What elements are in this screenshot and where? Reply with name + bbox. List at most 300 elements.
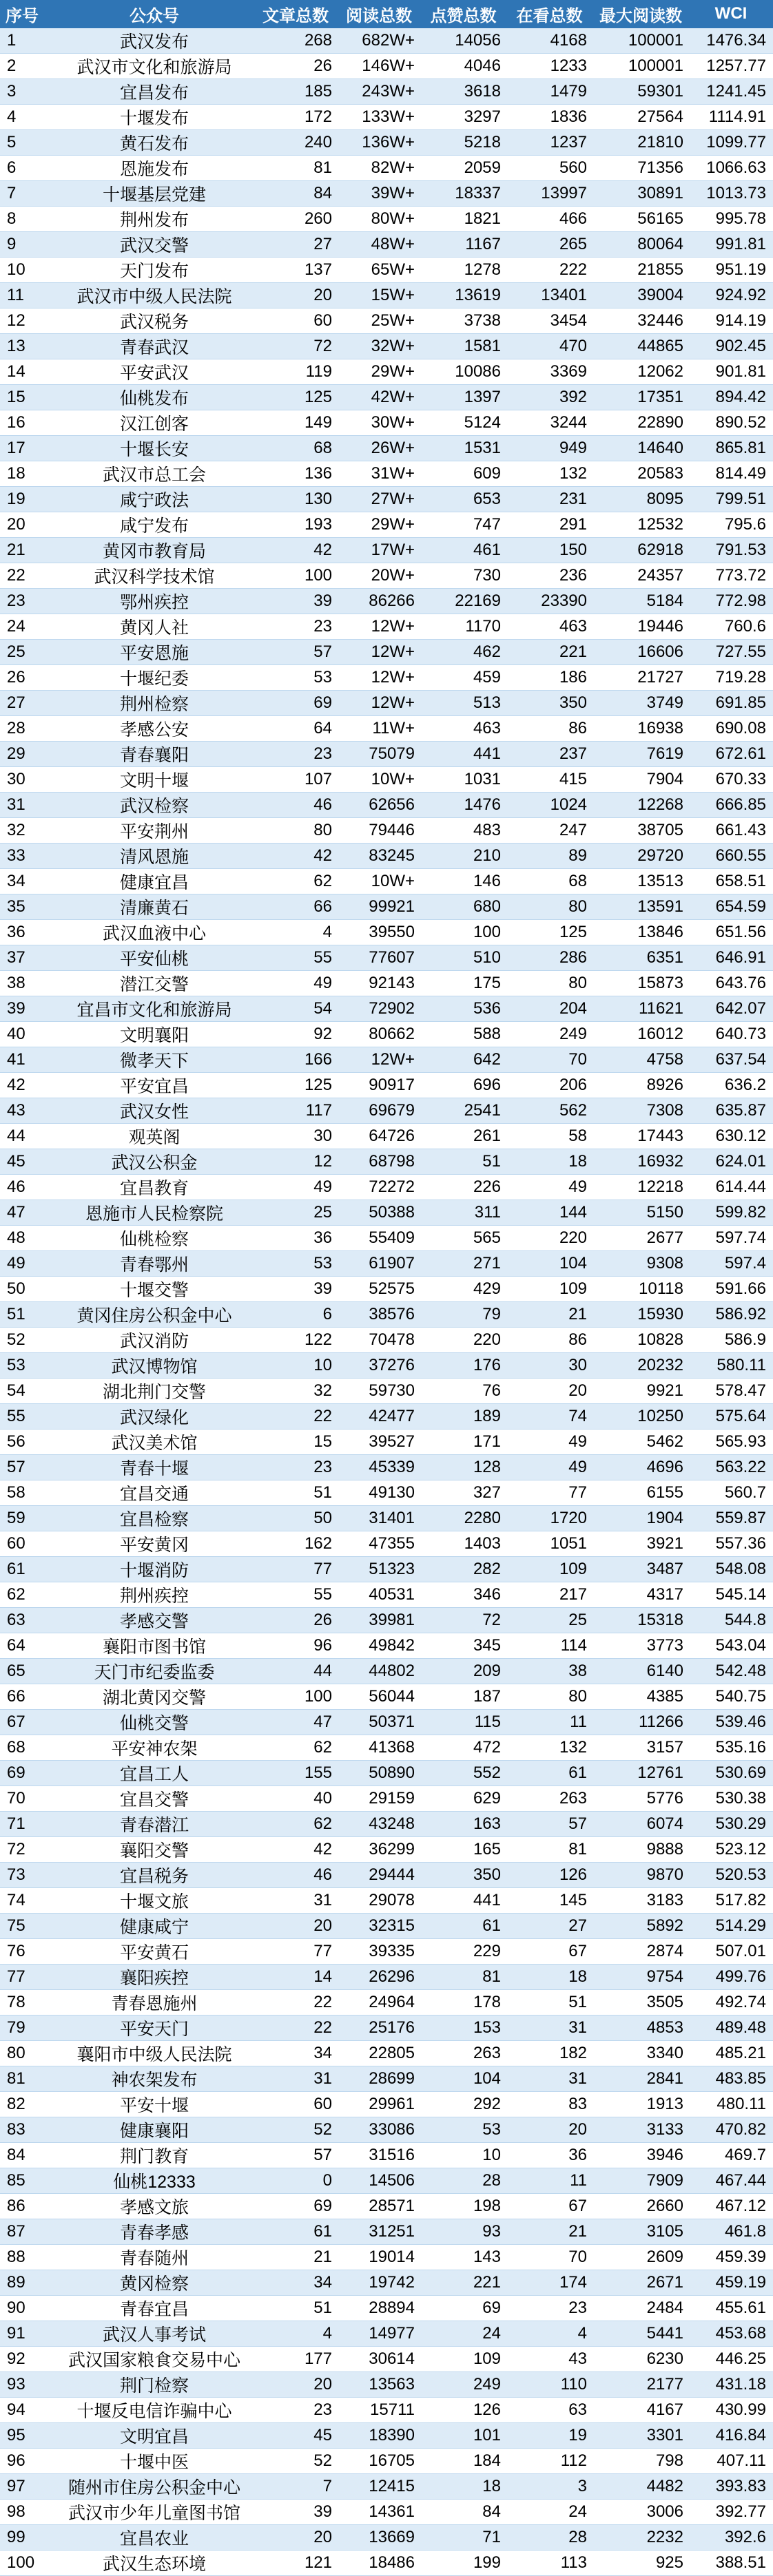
table-row: [0, 1939, 773, 1965]
cell-reads: 40531: [369, 1585, 415, 1604]
cell-wci: 459.39: [715, 2248, 766, 2266]
cell-likes: 199: [473, 2553, 501, 2572]
cell-wci: 530.38: [715, 1789, 766, 1808]
cell-rank: 36: [7, 923, 25, 941]
cell-articles: 26: [313, 56, 332, 75]
table-row: [0, 1124, 773, 1149]
cell-likes: 5124: [464, 413, 501, 432]
cell-watching: 58: [568, 1127, 587, 1145]
cell-reads: 12W+: [371, 693, 415, 712]
cell-reads: 45339: [369, 1458, 415, 1476]
cell-account: 十堰文旅: [119, 1892, 189, 1912]
cell-account: 武汉市总工会: [102, 465, 206, 485]
cell-watching: 113: [560, 2553, 587, 2572]
cell-reads: 55409: [369, 1228, 415, 1247]
cell-likes: 510: [473, 948, 501, 967]
table-row: [0, 1531, 773, 1557]
cell-watching: 150: [559, 541, 587, 559]
cell-likes: 220: [473, 1330, 501, 1349]
cell-watching: 247: [559, 821, 587, 839]
cell-articles: 23: [313, 2400, 332, 2419]
cell-max-reads: 2874: [646, 1942, 683, 1960]
cell-reads: 65W+: [371, 260, 415, 279]
cell-watching: 80: [568, 1687, 587, 1706]
cell-watching: 231: [559, 490, 587, 508]
cell-articles: 60: [313, 311, 332, 330]
cell-account: 青春十堰: [119, 1459, 189, 1478]
table-row: [0, 818, 773, 844]
cell-wci: 467.44: [715, 2171, 766, 2190]
cell-account: 黄冈检察: [119, 2274, 189, 2294]
cell-rank: 55: [7, 1407, 25, 1425]
cell-reads: 41368: [369, 1738, 415, 1757]
cell-wci: 894.42: [715, 388, 766, 406]
cell-rank: 25: [7, 642, 25, 661]
table-row: [0, 2500, 773, 2525]
cell-articles: 100: [304, 1687, 332, 1706]
cell-articles: 21: [313, 2248, 332, 2266]
cell-wci: 540.75: [715, 1687, 766, 1706]
cell-watching: 145: [559, 1891, 587, 1909]
cell-rank: 22: [7, 566, 25, 585]
cell-rank: 63: [7, 1611, 25, 1629]
cell-rank: 59: [7, 1509, 25, 1527]
cell-rank: 95: [7, 2426, 25, 2444]
cell-likes: 2059: [464, 158, 501, 177]
table-row: [0, 156, 773, 181]
cell-account: 天门发布: [119, 262, 189, 281]
cell-watching: 43: [568, 2349, 587, 2368]
cell-wci: 914.19: [715, 311, 766, 330]
cell-account: 武汉博物馆: [111, 1357, 198, 1376]
cell-account: 咸宁发布: [119, 516, 189, 536]
table-row: [0, 1175, 773, 1200]
cell-likes: 642: [473, 1050, 501, 1069]
cell-reads: 49842: [369, 1636, 415, 1655]
cell-rank: 20: [7, 515, 25, 534]
cell-reads: 44802: [369, 1662, 415, 1680]
cell-account: 观英阁: [128, 1128, 181, 1147]
cell-likes: 588: [473, 1025, 501, 1043]
cell-wci: 924.92: [715, 286, 766, 304]
col-header-wci: WCI: [714, 4, 748, 23]
cell-rank: 35: [7, 897, 25, 916]
table-row: [0, 1735, 773, 1761]
cell-rank: 69: [7, 1763, 25, 1782]
cell-account: 黄冈人社: [119, 618, 189, 638]
cell-reads: 29W+: [371, 362, 415, 381]
cell-account: 宜昌发布: [119, 83, 189, 103]
cell-articles: 69: [313, 2197, 332, 2215]
cell-articles: 46: [313, 795, 332, 814]
cell-max-reads: 15930: [637, 1305, 683, 1323]
cell-wci: 489.48: [715, 2018, 766, 2037]
cell-reads: 31401: [369, 1509, 415, 1527]
cell-likes: 171: [473, 1432, 501, 1451]
table-row: [0, 1506, 773, 1531]
cell-account: 青春恩施州: [111, 1994, 198, 2013]
cell-max-reads: 3105: [646, 2222, 683, 2241]
cell-wci: 544.8: [724, 1611, 766, 1629]
cell-articles: 45: [313, 2426, 332, 2444]
cell-articles: 55: [313, 948, 332, 967]
cell-watching: 350: [559, 693, 587, 712]
cell-articles: 81: [313, 158, 332, 177]
cell-reads: 61907: [369, 1254, 415, 1273]
cell-watching: 204: [559, 999, 587, 1018]
cell-wci: 773.72: [715, 566, 766, 585]
cell-wci: 1114.91: [708, 107, 766, 126]
cell-articles: 125: [304, 388, 332, 406]
cell-watching: 1720: [550, 1509, 587, 1527]
cell-account: 仙桃交警: [119, 1714, 189, 1733]
cell-wci: 407.11: [717, 2451, 766, 2470]
cell-reads: 56044: [369, 1687, 415, 1706]
cell-articles: 34: [313, 2044, 332, 2062]
cell-watching: 70: [568, 2248, 587, 2266]
cell-rank: 52: [7, 1330, 25, 1349]
cell-rank: 86: [7, 2197, 25, 2215]
cell-max-reads: 12532: [637, 515, 683, 534]
cell-max-reads: 3340: [646, 2044, 683, 2062]
cell-account: 武汉绿化: [119, 1408, 189, 1427]
cell-max-reads: 39004: [637, 286, 683, 304]
cell-wci: 455.61: [715, 2298, 766, 2317]
cell-articles: 23: [313, 1458, 332, 1476]
cell-watching: 74: [568, 1407, 587, 1425]
cell-articles: 119: [305, 362, 332, 381]
cell-articles: 57: [313, 2146, 332, 2164]
cell-watching: 23: [568, 2298, 587, 2317]
cell-reads: 29W+: [371, 515, 415, 534]
cell-articles: 22: [313, 2018, 332, 2037]
cell-articles: 14: [313, 1967, 332, 1986]
cell-account: 武汉市中级人民法院: [76, 287, 232, 306]
cell-max-reads: 4853: [646, 2018, 683, 2037]
cell-wci: 393.83: [715, 2477, 766, 2495]
cell-articles: 7: [322, 2477, 332, 2495]
cell-max-reads: 2660: [646, 2197, 683, 2215]
cell-account: 文明十堰: [119, 771, 189, 790]
cell-max-reads: 3921: [646, 1534, 683, 1553]
col-header-account: 公众号: [130, 6, 179, 25]
cell-rank: 57: [7, 1458, 25, 1476]
table-row: [0, 1557, 773, 1582]
cell-likes: 565: [473, 1228, 501, 1247]
cell-likes: 175: [473, 974, 501, 992]
table-row: [0, 1786, 773, 1812]
cell-likes: 345: [473, 1636, 501, 1655]
table-row: [0, 487, 773, 512]
cell-max-reads: 5441: [646, 2324, 683, 2343]
cell-max-reads: 100001: [628, 56, 683, 75]
table-row: [0, 2449, 773, 2474]
table-row: [0, 79, 773, 105]
cell-rank: 45: [7, 1152, 25, 1171]
cell-rank: 32: [7, 821, 25, 839]
cell-likes: 463: [473, 719, 501, 737]
cell-likes: 1476: [464, 795, 501, 814]
cell-reads: 12W+: [371, 668, 415, 687]
cell-wci: 507.01: [715, 1942, 766, 1960]
cell-rank: 54: [7, 1381, 25, 1400]
cell-rank: 72: [7, 1840, 25, 1858]
cell-max-reads: 21855: [637, 260, 683, 279]
cell-max-reads: 11266: [639, 1713, 683, 1731]
cell-account: 武汉发布: [119, 32, 189, 52]
cell-wci: 727.55: [715, 642, 766, 661]
cell-articles: 12: [313, 1152, 332, 1171]
cell-watching: 13401: [541, 286, 587, 304]
cell-max-reads: 798: [655, 2451, 683, 2470]
table-row: [0, 2270, 773, 2296]
cell-max-reads: 100001: [628, 31, 683, 50]
cell-likes: 311: [474, 1203, 501, 1222]
cell-rank: 42: [7, 1076, 25, 1094]
cell-likes: 2541: [464, 1101, 501, 1120]
cell-watching: 1024: [550, 795, 587, 814]
cell-reads: 69679: [369, 1101, 415, 1120]
cell-articles: 77: [313, 1942, 332, 1960]
cell-max-reads: 4317: [646, 1585, 683, 1604]
table-row: [0, 2041, 773, 2066]
cell-articles: 23: [313, 617, 332, 636]
cell-reads: 79446: [369, 821, 415, 839]
cell-max-reads: 2177: [646, 2375, 683, 2394]
cell-max-reads: 12218: [637, 1177, 683, 1196]
cell-wci: 580.11: [717, 1356, 766, 1374]
cell-watching: 114: [560, 1636, 587, 1655]
cell-account: 武汉消防: [119, 1332, 189, 1351]
cell-reads: 18486: [369, 2553, 415, 2572]
cell-max-reads: 2841: [646, 2069, 683, 2088]
cell-wci: 545.14: [715, 1585, 766, 1604]
cell-watching: 24: [568, 2502, 587, 2521]
cell-wci: 636.2: [724, 1076, 766, 1094]
cell-reads: 77607: [369, 948, 415, 967]
table-row: [0, 1226, 773, 1251]
cell-account: 咸宁政法: [119, 491, 189, 510]
cell-account: 孝感交警: [119, 1612, 189, 1631]
cell-watching: 68: [568, 872, 587, 890]
table-row: [0, 691, 773, 716]
table-row: [0, 2525, 773, 2551]
cell-wci: 416.84: [715, 2426, 766, 2444]
cell-rank: 58: [7, 1483, 25, 1502]
cell-articles: 84: [313, 184, 332, 202]
cell-reads: 62656: [369, 795, 415, 814]
cell-account: 恩施市人民检察院: [85, 1204, 223, 1224]
cell-likes: 696: [473, 1076, 501, 1094]
cell-articles: 260: [304, 209, 332, 228]
cell-account: 宜昌农业: [119, 2529, 189, 2548]
cell-account: 荆州检察: [119, 695, 189, 714]
cell-watching: 560: [559, 158, 587, 177]
cell-reads: 14977: [369, 2324, 415, 2343]
cell-watching: 220: [559, 1228, 587, 1247]
cell-rank: 19: [7, 490, 25, 508]
cell-account: 仙桃检察: [119, 1230, 189, 1249]
cell-rank: 31: [7, 795, 25, 814]
cell-account: 仙桃12333: [113, 2172, 196, 2192]
table-row: [0, 1837, 773, 1863]
cell-wci: 542.48: [715, 1662, 766, 1680]
cell-max-reads: 21727: [637, 668, 683, 687]
cell-articles: 42: [313, 846, 332, 865]
col-header-likes: 点赞总数: [430, 6, 497, 25]
cell-articles: 125: [304, 1076, 332, 1094]
cell-account: 平安天门: [119, 2020, 189, 2039]
cell-max-reads: 2232: [646, 2528, 683, 2546]
cell-articles: 64: [313, 719, 332, 737]
cell-max-reads: 16938: [637, 719, 683, 737]
cell-articles: 0: [322, 2171, 332, 2190]
cell-wci: 530.29: [715, 1814, 766, 1833]
cell-reads: 70478: [369, 1330, 415, 1349]
cell-max-reads: 13513: [637, 872, 683, 890]
cell-account: 平安武汉: [119, 364, 189, 383]
cell-articles: 42: [313, 1840, 332, 1858]
cell-wci: 795.6: [724, 515, 766, 534]
cell-rank: 21: [7, 541, 25, 559]
cell-articles: 22: [313, 1993, 332, 2011]
table-row: [0, 1149, 773, 1175]
cell-account: 宜昌交警: [119, 1790, 189, 1810]
cell-watching: 144: [559, 1203, 587, 1222]
cell-max-reads: 29720: [637, 846, 683, 865]
cell-reads: 19742: [369, 2273, 415, 2292]
table-row: [0, 2143, 773, 2168]
cell-watching: 125: [559, 923, 587, 941]
table-row: [0, 844, 773, 869]
cell-articles: 50: [313, 1509, 332, 1527]
cell-articles: 69: [313, 693, 332, 712]
cell-max-reads: 12062: [637, 362, 683, 381]
cell-articles: 32: [313, 1381, 332, 1400]
cell-max-reads: 3133: [646, 2120, 683, 2139]
cell-max-reads: 10828: [637, 1330, 683, 1349]
cell-reads: 80662: [369, 1025, 415, 1043]
cell-likes: 730: [473, 566, 501, 585]
cell-articles: 57: [313, 642, 332, 661]
table-row: [0, 1888, 773, 1914]
cell-account: 十堰长安: [119, 440, 189, 459]
cell-max-reads: 56165: [637, 209, 683, 228]
cell-reads: 99921: [369, 897, 415, 916]
cell-wci: 597.74: [715, 1228, 766, 1247]
cell-articles: 185: [304, 82, 332, 101]
cell-wci: 951.19: [715, 260, 766, 279]
cell-watching: 237: [559, 744, 587, 763]
cell-account: 平安宜昌: [119, 1077, 189, 1096]
cell-account: 宜昌税务: [119, 1867, 189, 1886]
cell-account: 宜昌教育: [119, 1179, 189, 1198]
cell-reads: 14506: [369, 2171, 415, 2190]
cell-likes: 1581: [464, 337, 501, 355]
cell-likes: 249: [473, 2375, 501, 2394]
cell-wci: 523.12: [715, 1840, 766, 1858]
cell-articles: 166: [304, 1050, 332, 1069]
cell-max-reads: 1913: [646, 2095, 683, 2113]
cell-reads: 16705: [369, 2451, 415, 2470]
cell-watching: 217: [559, 1585, 587, 1604]
cell-rank: 4: [7, 107, 17, 126]
cell-articles: 137: [304, 260, 332, 279]
cell-watching: 49: [568, 1458, 587, 1476]
cell-reads: 51323: [369, 1560, 415, 1578]
cell-max-reads: 80064: [637, 235, 683, 253]
cell-account: 黄冈住房公积金中心: [76, 1306, 232, 1326]
cell-articles: 172: [304, 107, 332, 126]
table-row: [0, 538, 773, 563]
cell-account: 青春宜昌: [119, 2300, 189, 2319]
cell-max-reads: 4758: [646, 1050, 683, 1069]
cell-articles: 52: [313, 2451, 332, 2470]
table-row: [0, 589, 773, 614]
table-row: [0, 54, 773, 79]
table-row: [0, 2194, 773, 2219]
cell-likes: 210: [473, 846, 501, 865]
cell-likes: 72: [482, 1611, 501, 1629]
cell-max-reads: 7909: [646, 2171, 683, 2190]
cell-reads: 43248: [369, 1814, 415, 1833]
cell-rank: 93: [7, 2375, 25, 2394]
table-row: [0, 1965, 773, 1990]
cell-max-reads: 9754: [646, 1967, 683, 1986]
cell-reads: 39335: [369, 1942, 415, 1960]
cell-account: 神农架发布: [111, 2071, 198, 2090]
cell-wci: 499.76: [715, 1967, 766, 1986]
cell-wci: 901.81: [715, 362, 766, 381]
cell-wci: 760.6: [724, 617, 766, 636]
cell-max-reads: 10118: [639, 1279, 683, 1298]
cell-reads: 90917: [369, 1076, 415, 1094]
cell-likes: 184: [473, 2451, 501, 2470]
cell-watching: 1836: [550, 107, 587, 126]
table-header-row: [0, 0, 773, 28]
cell-articles: 52: [313, 2120, 332, 2139]
cell-reads: 12W+: [371, 617, 415, 636]
cell-rank: 77: [7, 1967, 25, 1986]
cell-watching: 222: [559, 260, 587, 279]
cell-account: 武汉科学技术馆: [94, 567, 215, 587]
cell-max-reads: 16606: [637, 642, 683, 661]
cell-wci: 640.73: [715, 1025, 766, 1043]
cell-likes: 10: [482, 2146, 501, 2164]
table-row: [0, 1659, 773, 1684]
cell-reads: 83245: [369, 846, 415, 865]
cell-account: 清风恩施: [119, 848, 189, 867]
table-row: [0, 2347, 773, 2372]
cell-account: 宜昌交通: [119, 1485, 189, 1504]
cell-rank: 51: [7, 1305, 25, 1323]
cell-account: 武汉人事考试: [102, 2325, 206, 2345]
cell-wci: 995.78: [715, 209, 766, 228]
cell-rank: 37: [7, 948, 25, 967]
cell-rank: 68: [7, 1738, 25, 1757]
cell-likes: 3297: [464, 107, 501, 126]
cell-wci: 591.66: [715, 1279, 766, 1298]
cell-likes: 13619: [455, 286, 501, 304]
cell-max-reads: 1904: [646, 1509, 683, 1527]
cell-likes: 126: [473, 2400, 501, 2419]
cell-likes: 462: [473, 642, 501, 661]
cell-likes: 459: [473, 668, 501, 687]
cell-wci: 651.56: [715, 923, 766, 941]
cell-account: 健康襄阳: [119, 2122, 189, 2141]
cell-wci: 392.6: [724, 2528, 766, 2546]
table-row: [0, 1379, 773, 1404]
